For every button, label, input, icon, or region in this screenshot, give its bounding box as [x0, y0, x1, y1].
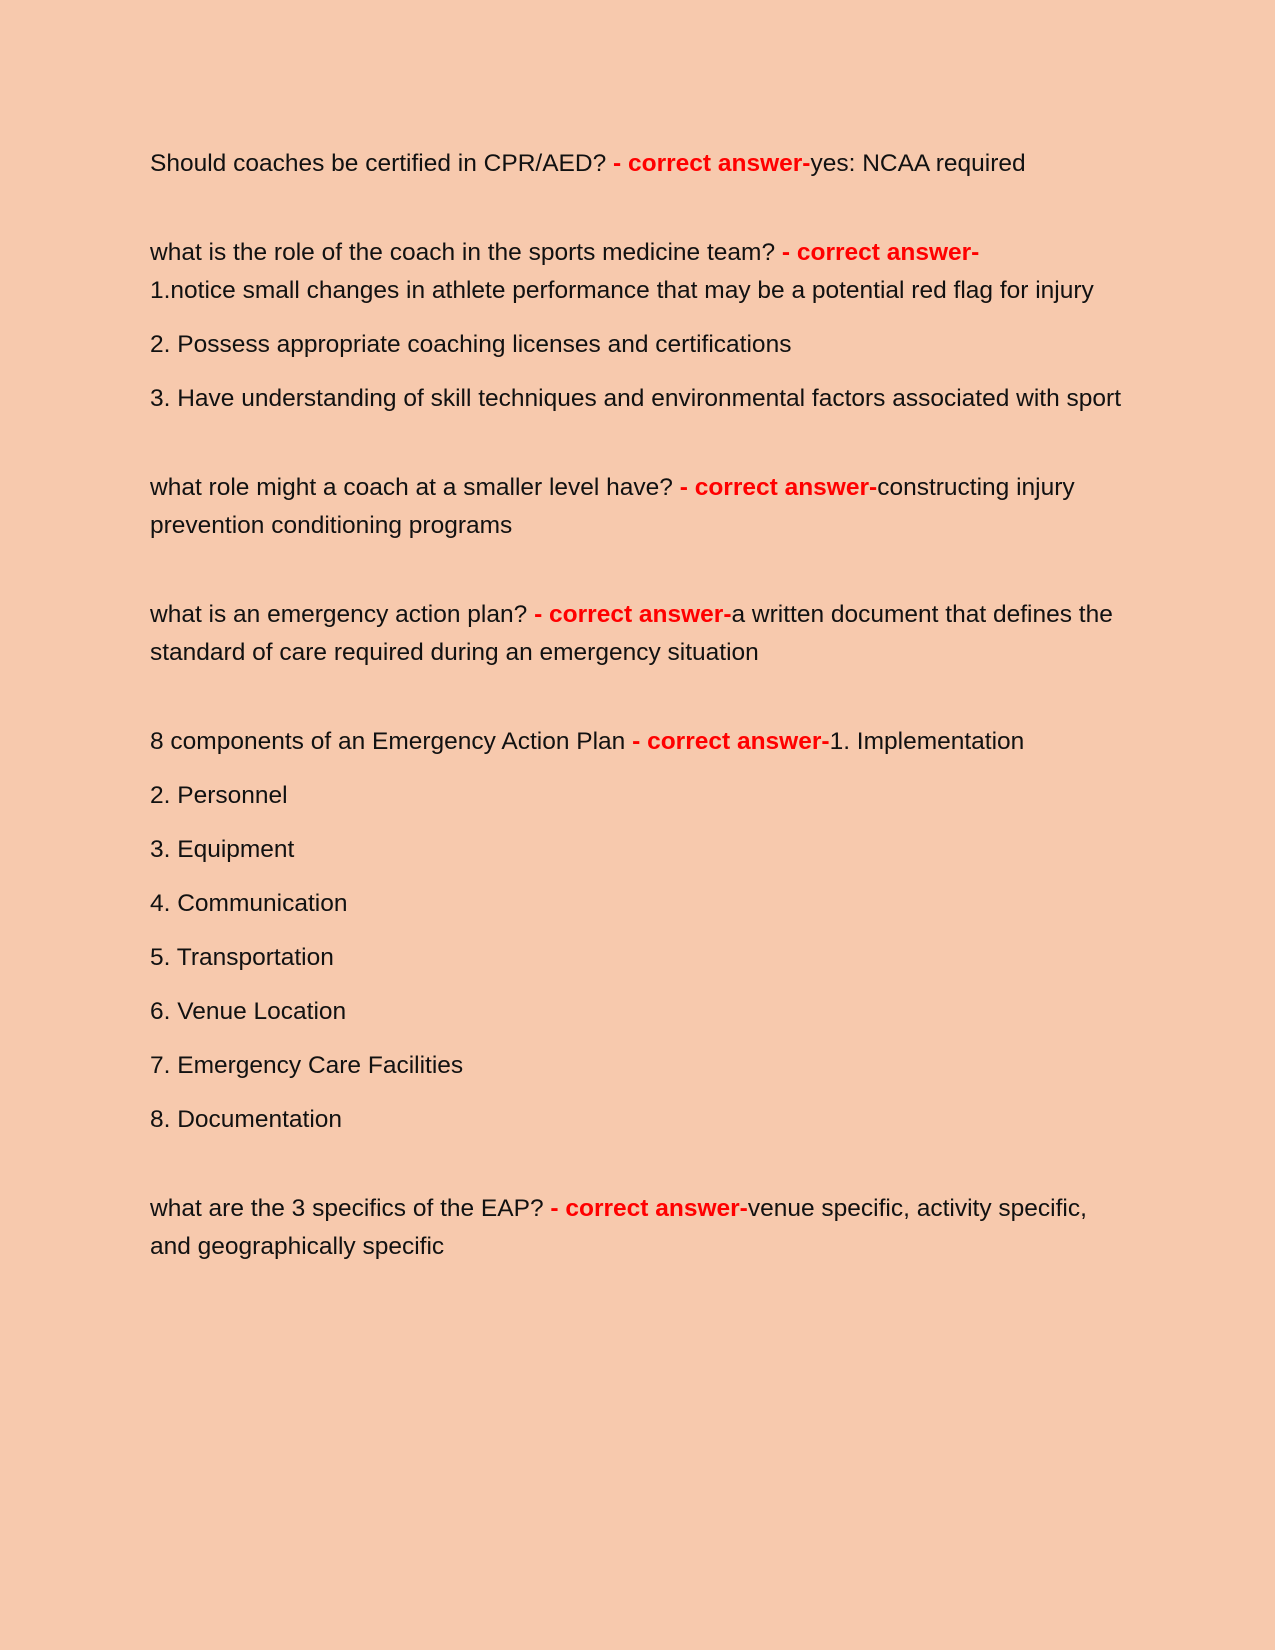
- qa-first-line: [150, 234, 1125, 310]
- qa-item: [150, 723, 1125, 1139]
- qa-first-line: [150, 596, 1125, 672]
- answer-text: constructing injury prevention conditioning programs: [150, 474, 1075, 539]
- qa-item: [150, 469, 1125, 545]
- answer-line: 4. Communication: [150, 890, 348, 917]
- answer-line: 7. Emergency Care Facilities: [150, 1052, 464, 1079]
- answer-line: 8. Documentation: [150, 1106, 343, 1133]
- qa-first-line: [150, 469, 1125, 545]
- answer-line: 5. Transportation: [150, 944, 334, 971]
- correct-answer-marker: - correct answer-: [679, 474, 878, 501]
- qa-item: [150, 1190, 1125, 1266]
- correct-answer-marker: - correct answer-: [534, 601, 732, 628]
- answer-line: 3. Equipment: [150, 836, 295, 863]
- answer-text: yes: NCAA required: [810, 150, 1026, 177]
- qa-item: [150, 145, 1125, 183]
- answer-text: 1. Implementation: [829, 728, 1025, 755]
- answer-text: a written document that defines the standard of care required during an emergency situation: [150, 601, 1113, 666]
- answer-line: 2. Personnel: [150, 782, 288, 809]
- correct-answer-marker: - correct answer-: [613, 150, 811, 177]
- answer-text: venue specific, activity specific, and geographically specific: [150, 1195, 1087, 1260]
- qa-item: [150, 234, 1125, 418]
- answer-text: 1.notice small changes in athlete performance that may be a potential red flag for injury: [150, 277, 1094, 304]
- correct-answer-marker: - correct answer-: [550, 1195, 748, 1222]
- qa-first-line: [150, 145, 1125, 183]
- correct-answer-marker: - correct answer-: [632, 728, 830, 755]
- question-text: 8 components of an Emergency Action Plan: [150, 728, 633, 755]
- question-text: Should coaches be certified in CPR/AED?: [150, 150, 614, 177]
- qa-first-line: [150, 723, 1125, 761]
- question-text: what is an emergency action plan?: [150, 601, 535, 628]
- correct-answer-marker: - correct answer-: [781, 239, 980, 266]
- answer-line: 2. Possess appropriate coaching licenses and certifications: [150, 331, 792, 358]
- qa-first-line: [150, 1190, 1125, 1266]
- question-text: what role might a coach at a smaller level have?: [150, 474, 680, 501]
- answer-line: 6. Venue Location: [150, 998, 347, 1025]
- qa-item: [150, 596, 1125, 672]
- question-text: what is the role of the coach in the sports medicine team?: [150, 239, 782, 266]
- question-text: what are the 3 specifics of the EAP?: [150, 1195, 551, 1222]
- answer-line: 3. Have understanding of skill techniques and environmental factors associated with sport: [150, 385, 1122, 412]
